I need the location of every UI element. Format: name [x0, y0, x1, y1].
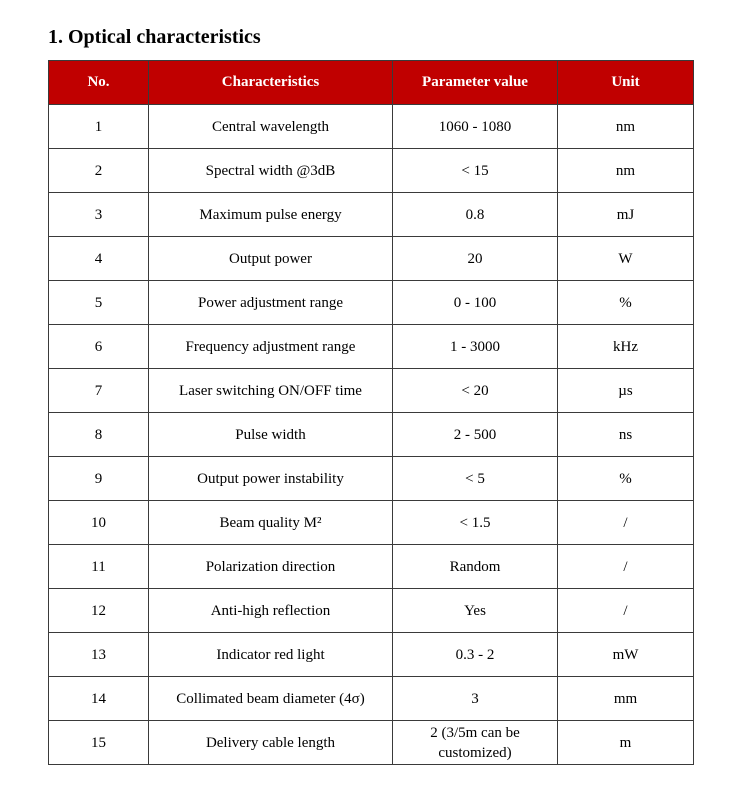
cell-unit: nm [558, 105, 694, 149]
cell-unit: m [558, 721, 694, 765]
cell-value: 0 - 100 [393, 281, 558, 325]
cell-characteristic: Delivery cable length [149, 721, 393, 765]
cell-characteristic: Frequency adjustment range [149, 325, 393, 369]
cell-no: 12 [49, 589, 149, 633]
header-parameter-value: Parameter value [393, 61, 558, 105]
cell-unit: µs [558, 369, 694, 413]
cell-characteristic: Anti-high reflection [149, 589, 393, 633]
cell-no: 1 [49, 105, 149, 149]
cell-no: 15 [49, 721, 149, 765]
table-row [49, 281, 694, 325]
cell-value: Random [393, 545, 558, 589]
cell-no: 4 [49, 237, 149, 281]
table-row [49, 413, 694, 457]
cell-value: 2 - 500 [393, 413, 558, 457]
cell-no: 7 [49, 369, 149, 413]
cell-characteristic: Pulse width [149, 413, 393, 457]
cell-unit: / [558, 545, 694, 589]
cell-characteristic: Spectral width @3dB [149, 149, 393, 193]
cell-value: Yes [393, 589, 558, 633]
cell-characteristic: Output power [149, 237, 393, 281]
cell-no: 6 [49, 325, 149, 369]
cell-no: 3 [49, 193, 149, 237]
header-no: No. [49, 61, 149, 105]
cell-unit: / [558, 589, 694, 633]
cell-unit: % [558, 281, 694, 325]
cell-characteristic: Indicator red light [149, 633, 393, 677]
cell-characteristic: Output power instability [149, 457, 393, 501]
table-row [49, 149, 694, 193]
cell-no: 2 [49, 149, 149, 193]
cell-value: 0.8 [393, 193, 558, 237]
cell-characteristic: Beam quality M² [149, 501, 393, 545]
cell-value: 1060 - 1080 [393, 105, 558, 149]
optical-characteristics-table [48, 60, 694, 765]
table-row [49, 589, 694, 633]
cell-characteristic: Collimated beam diameter (4σ) [149, 677, 393, 721]
table-row [49, 721, 694, 765]
cell-value: 1 - 3000 [393, 325, 558, 369]
cell-no: 11 [49, 545, 149, 589]
cell-value: 20 [393, 237, 558, 281]
cell-no: 13 [49, 633, 149, 677]
cell-no: 14 [49, 677, 149, 721]
header-unit: Unit [558, 61, 694, 105]
cell-value: < 15 [393, 149, 558, 193]
cell-value: < 1.5 [393, 501, 558, 545]
table-row [49, 677, 694, 721]
table-row [49, 501, 694, 545]
cell-value: < 5 [393, 457, 558, 501]
cell-no: 9 [49, 457, 149, 501]
cell-unit: mm [558, 677, 694, 721]
cell-unit: % [558, 457, 694, 501]
cell-value: 0.3 - 2 [393, 633, 558, 677]
cell-value: 3 [393, 677, 558, 721]
cell-characteristic: Power adjustment range [149, 281, 393, 325]
section-title: 1. Optical characteristics [48, 26, 261, 48]
cell-no: 5 [49, 281, 149, 325]
cell-characteristic: Central wavelength [149, 105, 393, 149]
cell-unit: mJ [558, 193, 694, 237]
table-row [49, 105, 694, 149]
header-characteristics: Characteristics [149, 61, 393, 105]
cell-unit: / [558, 501, 694, 545]
table-row [49, 193, 694, 237]
cell-unit: mW [558, 633, 694, 677]
table-row [49, 237, 694, 281]
cell-characteristic: Laser switching ON/OFF time [149, 369, 393, 413]
cell-unit: kHz [558, 325, 694, 369]
cell-characteristic: Maximum pulse energy [149, 193, 393, 237]
cell-unit: ns [558, 413, 694, 457]
table-row [49, 369, 694, 413]
table-row [49, 457, 694, 501]
cell-value: 2 (3/5m can be customized) [393, 721, 558, 765]
cell-unit: nm [558, 149, 694, 193]
table-header-row [49, 61, 694, 105]
cell-characteristic: Polarization direction [149, 545, 393, 589]
table-row [49, 545, 694, 589]
cell-value: < 20 [393, 369, 558, 413]
cell-no: 10 [49, 501, 149, 545]
table-row [49, 633, 694, 677]
cell-unit: W [558, 237, 694, 281]
table-row [49, 325, 694, 369]
cell-no: 8 [49, 413, 149, 457]
